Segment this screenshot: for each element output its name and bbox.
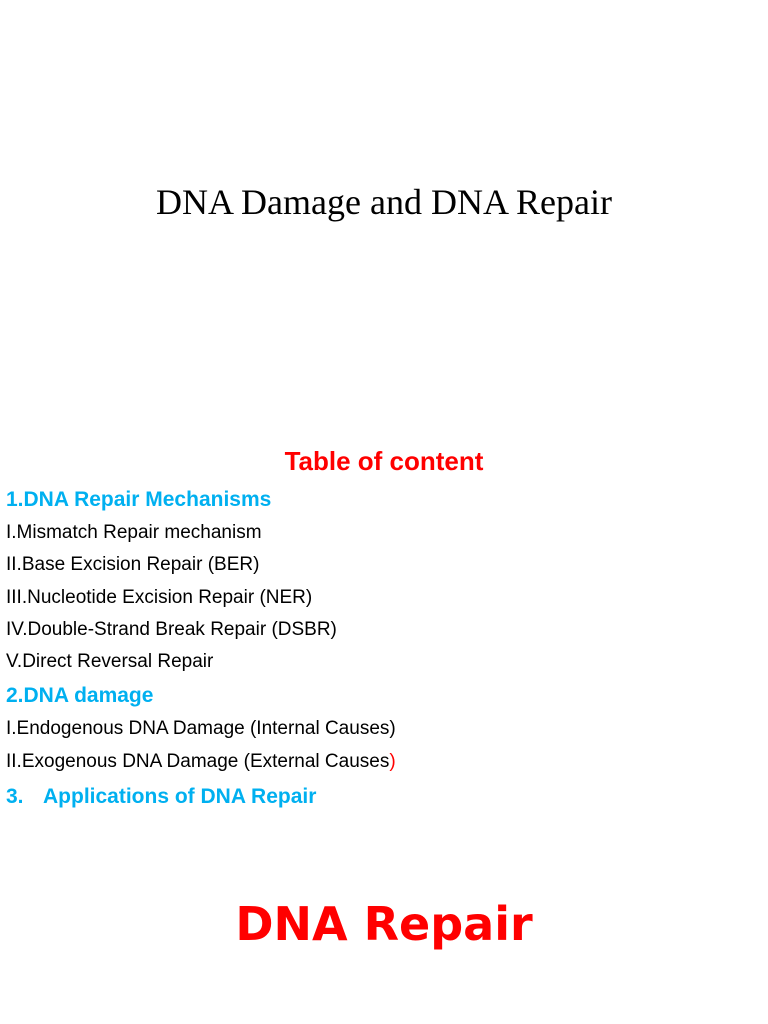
- toc-section-applications-label: Applications of DNA Repair: [43, 785, 317, 808]
- document-title: DNA Damage and DNA Repair: [156, 182, 612, 222]
- toc-section-repair-mechanisms: 1.DNA Repair Mechanisms: [6, 488, 272, 511]
- toc-section-number: 3.: [6, 785, 24, 808]
- toc-item-double-strand-break-repair: IV.Double-Strand Break Repair (DSBR): [6, 619, 337, 640]
- toc-heading: Table of content: [284, 446, 484, 476]
- toc-item-base-excision-repair: II.Base Excision Repair (BER): [6, 554, 260, 575]
- red-closing-paren: ): [389, 751, 396, 772]
- toc-item-exogenous-damage: [6, 749, 396, 775]
- toc-section-dna-damage: 2.DNA damage: [6, 684, 154, 707]
- dna-repair-heading: DNA Repair: [235, 897, 533, 951]
- toc-item-nucleotide-excision-repair: III.Nucleotide Excision Repair (NER): [6, 587, 313, 608]
- toc-section-applications: [6, 783, 316, 811]
- toc-item-exogenous-text: II.Exogenous DNA Damage (External Causes: [6, 751, 390, 772]
- toc-item-endogenous-damage: I.Endogenous DNA Damage (Internal Causes): [6, 718, 396, 739]
- toc-item-mismatch-repair: I.Mismatch Repair mechanism: [6, 522, 262, 543]
- toc-item-direct-reversal-repair: V.Direct Reversal Repair: [6, 651, 214, 672]
